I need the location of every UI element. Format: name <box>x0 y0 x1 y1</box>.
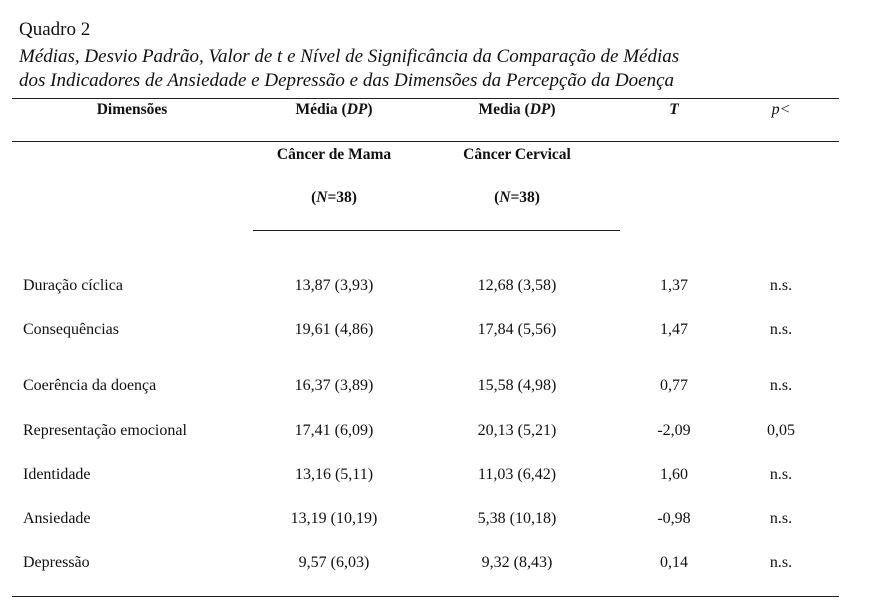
row-p: n.s. <box>769 321 793 338</box>
row-t: -2,09 <box>657 422 691 439</box>
n-prefix: ( <box>311 189 317 206</box>
row-p: 0,05 <box>767 422 795 439</box>
row-dimension: Duração cíclica <box>23 277 123 294</box>
n-var: N <box>316 189 328 206</box>
row-t: 0,77 <box>660 377 688 394</box>
row-mama: 17,41 (6,09) <box>294 422 374 439</box>
group-mama-n <box>311 189 357 207</box>
table-caption <box>19 45 869 93</box>
caption-line-1: Médias, Desvio Padrão, Valor de t e Nível de Significância da Comparação de Médias <box>19 46 680 67</box>
group-mama-name: Câncer de Mama <box>276 146 392 163</box>
row-cervical: 5,38 (10,18) <box>477 510 557 527</box>
row-t: 0,14 <box>660 554 688 571</box>
header-media-cervical <box>478 101 555 119</box>
header-media-mama <box>295 101 372 119</box>
group-rule <box>253 230 620 231</box>
row-p: n.s. <box>769 510 793 527</box>
group-cervical-n <box>494 189 540 207</box>
row-mama: 9,57 (6,03) <box>298 554 370 571</box>
header-t: T <box>669 101 679 118</box>
n-value: =38) <box>327 189 357 206</box>
header-dp: DP <box>529 101 551 118</box>
row-t: 1,37 <box>660 277 688 294</box>
row-cervical: 9,32 (8,43) <box>481 554 553 571</box>
caption-line-2: dos Indicadores de Ansiedade e Depressão e das Dimensões da Percepção da Doença <box>19 70 674 91</box>
bottom-rule <box>12 596 839 597</box>
header-close: ) <box>550 101 556 118</box>
row-cervical: 20,13 (5,21) <box>477 422 557 439</box>
header-dimensoes: Dimensões <box>96 101 168 118</box>
row-dimension: Coerência da doença <box>23 377 157 394</box>
row-t: 1,60 <box>660 466 688 483</box>
row-cervical: 17,84 (5,56) <box>477 321 557 338</box>
header-p: p< <box>771 101 791 118</box>
row-dimension: Representação emocional <box>23 422 187 439</box>
header-media-prefix: Média ( <box>295 101 347 118</box>
row-p: n.s. <box>769 277 793 294</box>
row-t: -0,98 <box>657 510 691 527</box>
row-t: 1,47 <box>660 321 688 338</box>
row-p: n.s. <box>769 377 793 394</box>
row-mama: 19,61 (4,86) <box>294 321 374 338</box>
row-p: n.s. <box>769 466 793 483</box>
header-rule <box>12 141 839 142</box>
top-rule <box>12 98 839 99</box>
row-dimension: Ansiedade <box>23 510 91 527</box>
row-cervical: 12,68 (3,58) <box>477 277 557 294</box>
header-close: ) <box>367 101 373 118</box>
row-dimension: Consequências <box>23 321 119 338</box>
row-mama: 13,87 (3,93) <box>294 277 374 294</box>
row-mama: 13,16 (5,11) <box>294 466 374 483</box>
row-dimension: Depressão <box>23 554 90 571</box>
row-cervical: 15,58 (4,98) <box>477 377 557 394</box>
row-mama: 13,19 (10,19) <box>290 510 378 527</box>
row-cervical: 11,03 (6,42) <box>477 466 557 483</box>
n-var: N <box>499 189 511 206</box>
n-prefix: ( <box>494 189 500 206</box>
table-label: Quadro 2 <box>19 19 91 40</box>
row-mama: 16,37 (3,89) <box>294 377 374 394</box>
n-value: =38) <box>510 189 540 206</box>
group-cervical-name: Câncer Cervical <box>463 146 571 163</box>
row-p: n.s. <box>769 554 793 571</box>
header-media-prefix: Media ( <box>478 101 530 118</box>
header-dp: DP <box>346 101 368 118</box>
row-dimension: Identidade <box>23 466 91 483</box>
